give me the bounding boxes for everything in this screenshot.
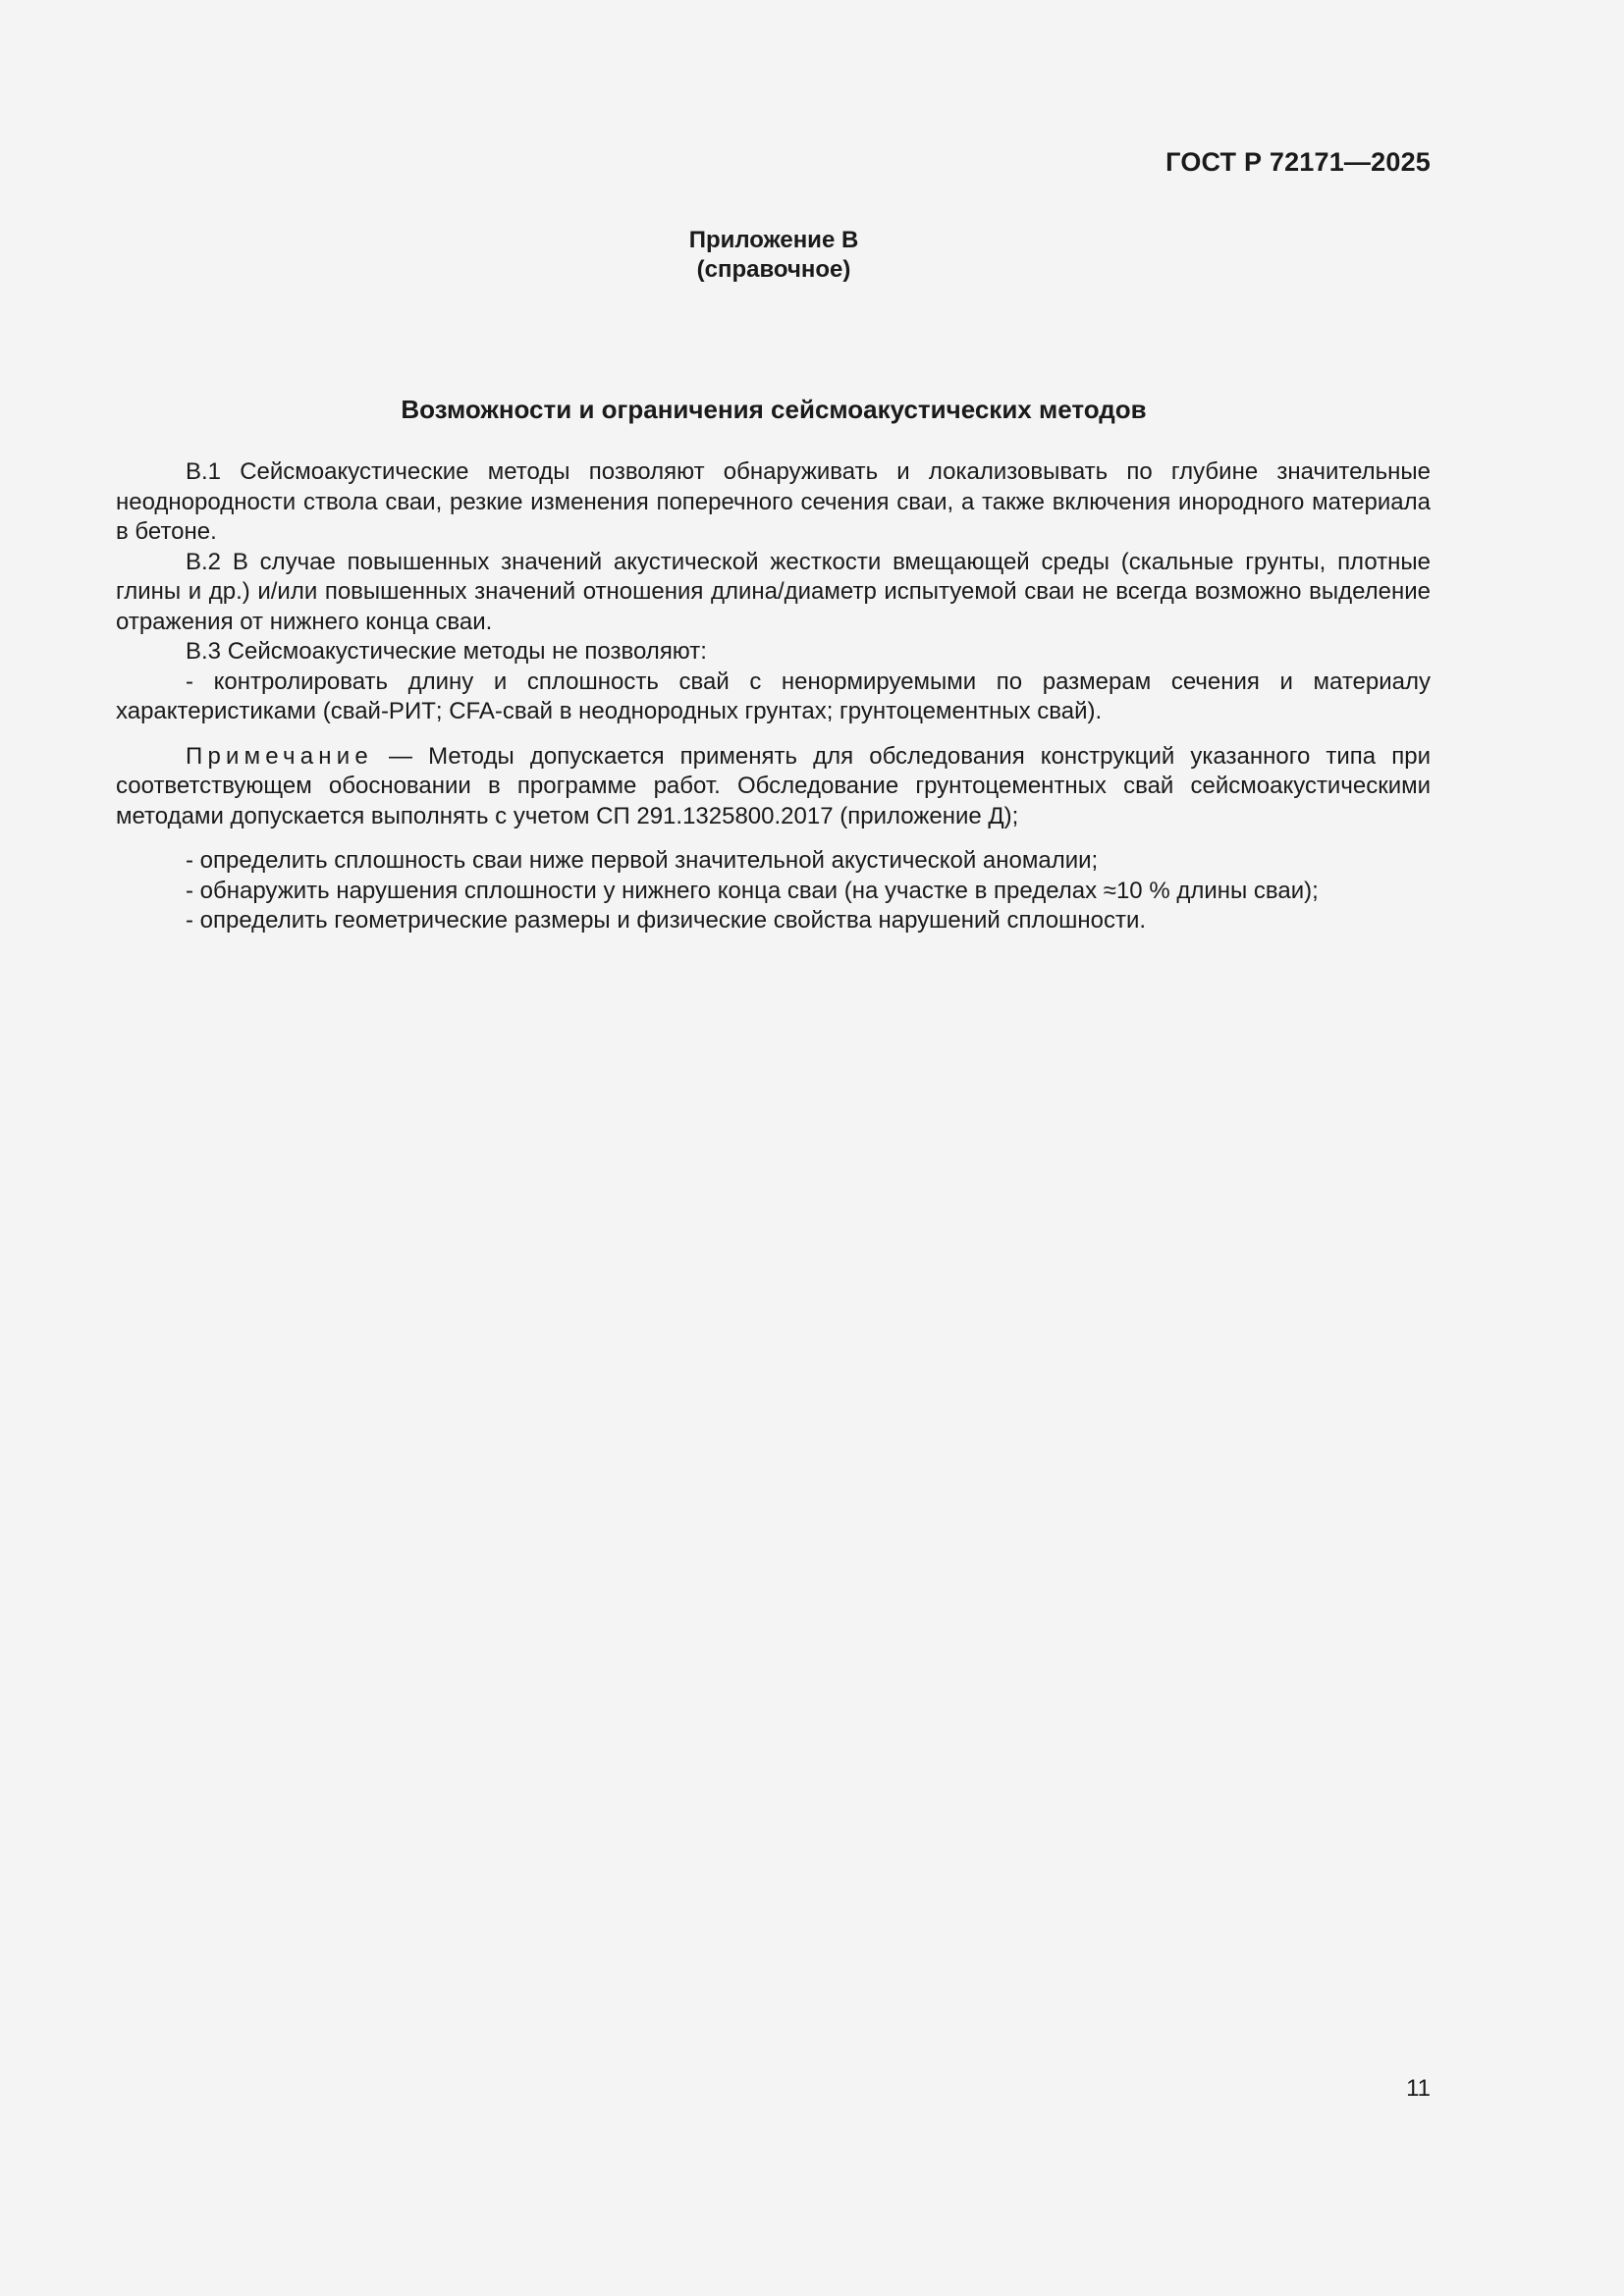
paragraph-b2: В.2 В случае повышенных значений акустической жесткости вмещающей среды (скальные грунты, плотные глины и др.) и/или повышенных значений отношения длина/диаметр испытуемой сваи не всегда возможно выделение отражения от нижнего конца сваи. [116,548,1431,635]
note-label: Примечание [186,742,373,770]
section-title: Возможности и ограничения сейсмоакустических методов [401,395,1147,424]
document-code: ГОСТ Р 72171—2025 [1165,147,1431,177]
annex-status: (справочное) [696,256,851,283]
paragraph-b3: В.3 Сейсмоакустические методы не позволяют: [186,638,707,665]
annex-heading [0,226,1547,285]
note [116,742,1431,832]
note-text: — Методы допускается применять для обследования конструкций указанного типа при соответствующем обосновании в программе работ. Обследование грунтоцементных свай сейсмоакустическими методами допускается выполнять с учетом СП 291.1325800.2017 (приложение Д); [116,742,1431,829]
paragraph-b1: В.1 Сейсмоакустические методы позволяют обнаруживать и локализовывать по глубине значительные неоднородности ствола сваи, резкие изменения поперечного сечения сваи, а также включения инородного материала в бетоне. [116,458,1431,545]
page-number: 11 [1406,2075,1431,2102]
body-text [116,457,1431,936]
annex-title: Приложение В [688,227,859,253]
list-item: - определить геометрические размеры и физические свойства нарушений сплошности. [186,907,1147,934]
paragraph-b3-item-1: - контролировать длину и сплошность свай с ненормируемыми по размерам сечения и материалу характеристиками (свай-РИТ; CFA-свай в неоднородных грунтах; грунтоцементных свай). [116,667,1431,724]
list-item: - обнаружить нарушения сплошности у нижнего конца сваи (на участке в пределах ≈10 % длины сваи); [186,877,1319,904]
list-item: - определить сплошность сваи ниже первой значительной акустической аномалии; [186,847,1099,874]
